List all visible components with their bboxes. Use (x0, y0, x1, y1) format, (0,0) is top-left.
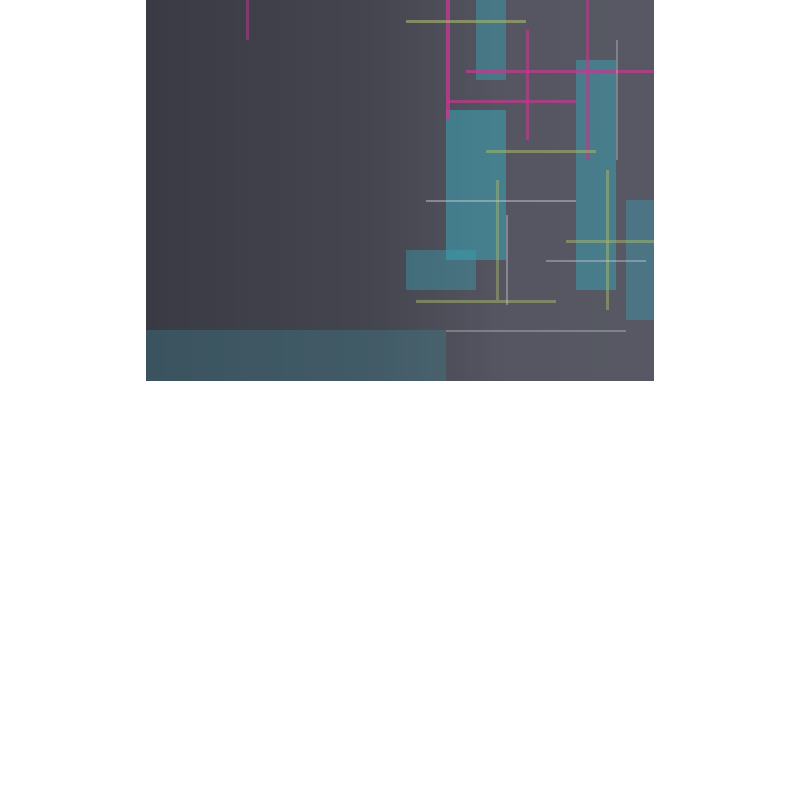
dominant-color-swatch (146, 400, 654, 590)
secondary-color-swatch-1 (146, 610, 315, 800)
abstract-fabric-pattern (146, 0, 654, 381)
swatch-info-text (164, 22, 432, 35)
fabric-texture-image (146, 0, 654, 381)
secondary-color-swatch-3 (485, 610, 654, 800)
secondary-color-swatch-2 (315, 610, 485, 800)
